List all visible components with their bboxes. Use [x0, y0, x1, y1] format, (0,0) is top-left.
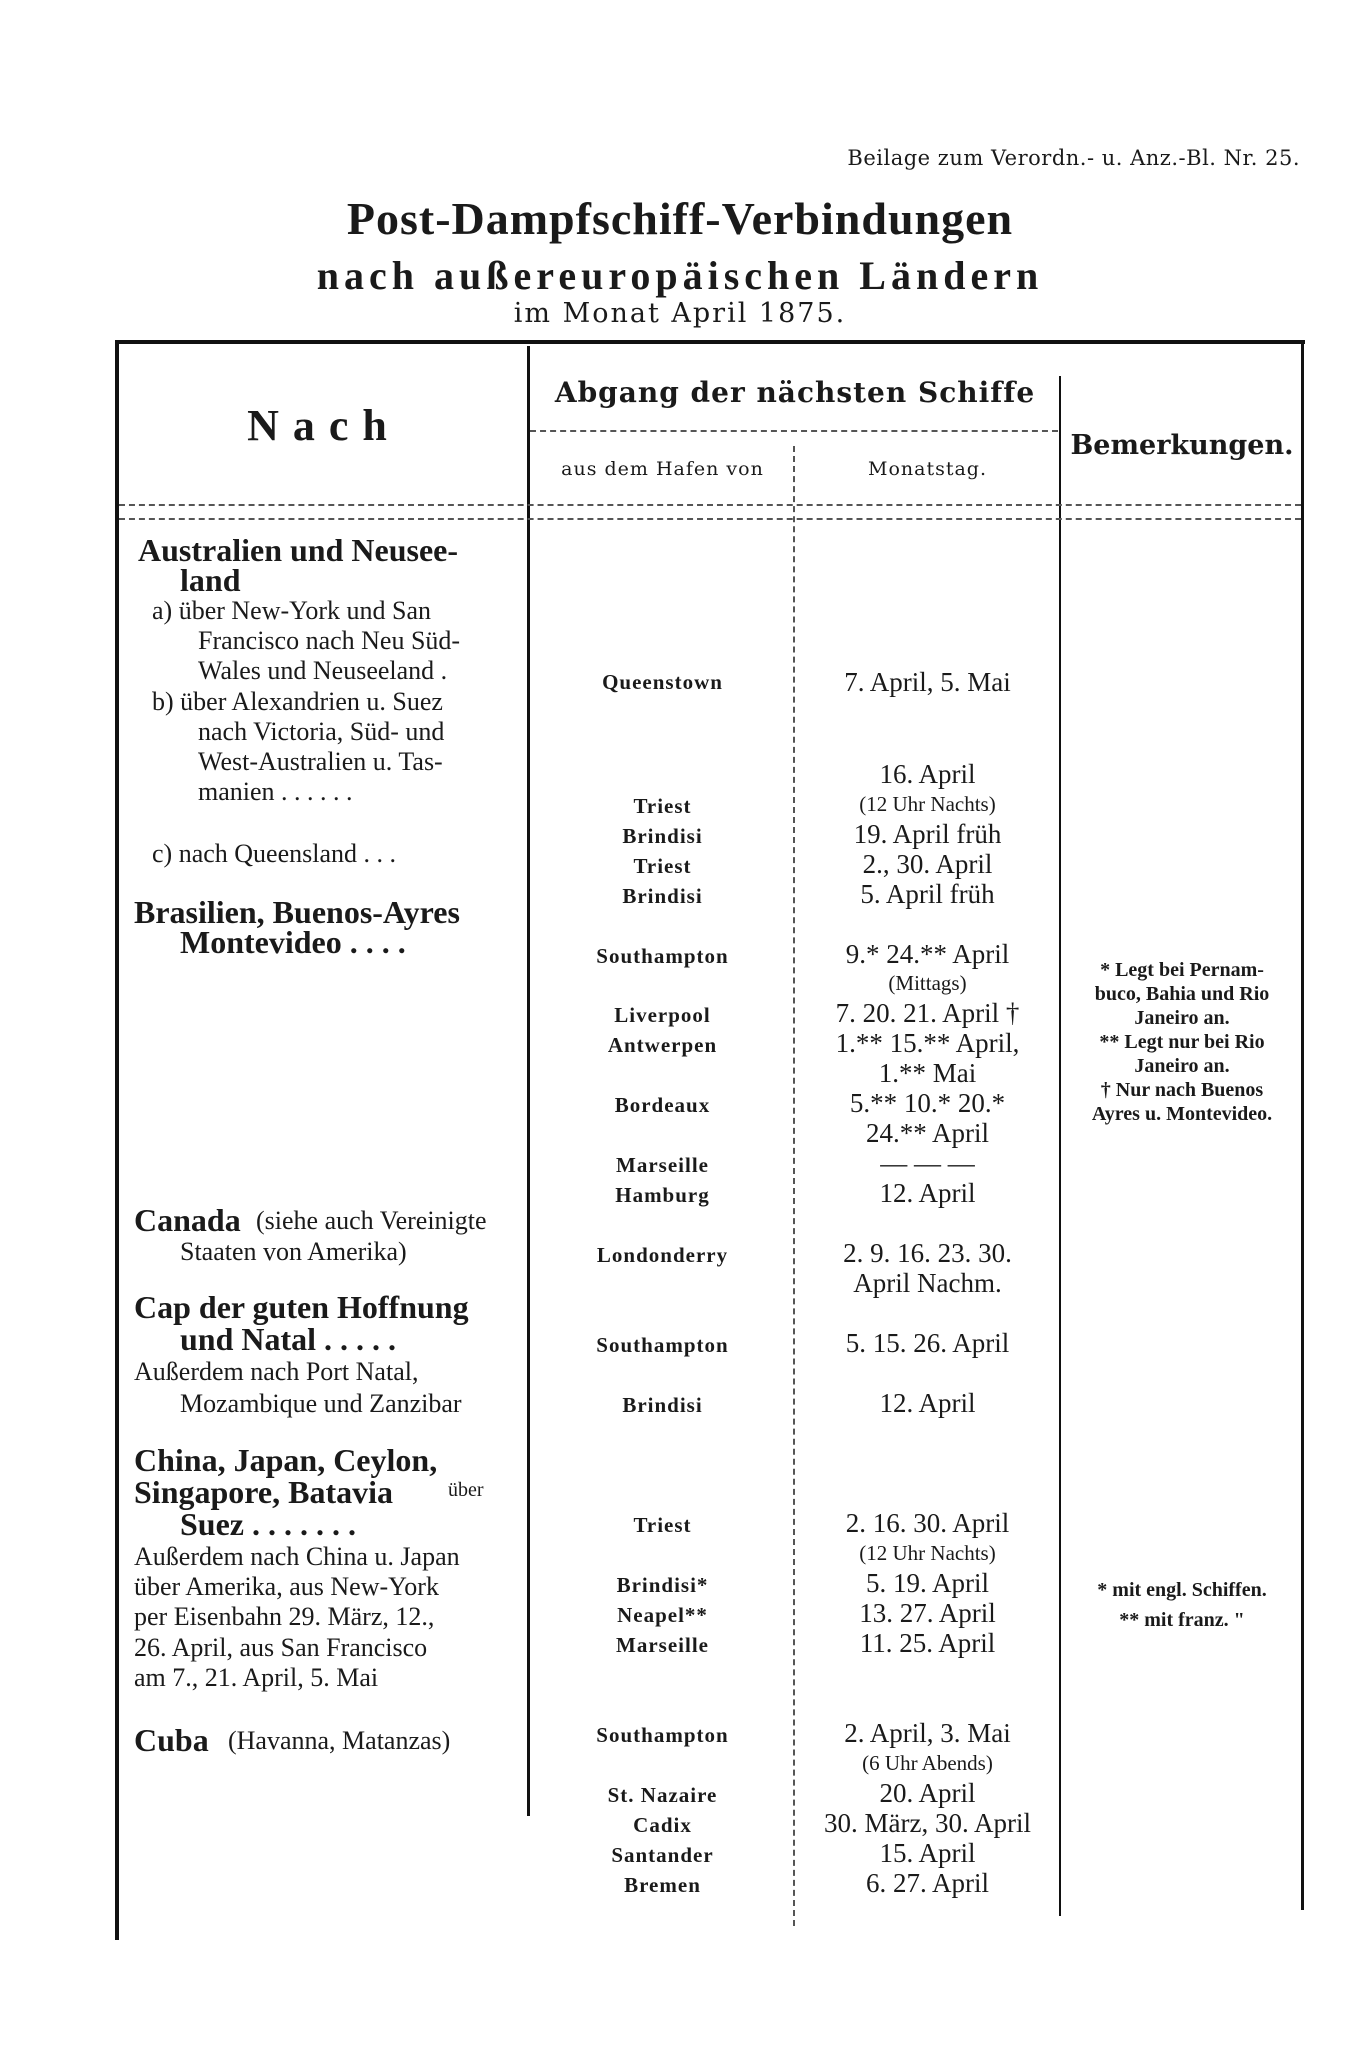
port: Triest — [633, 794, 692, 818]
column-header-nach: Nach — [247, 401, 401, 450]
route-text: (Havanna, Matanzas) — [228, 1726, 451, 1755]
remark: Ayres u. Montevideo. — [1091, 1103, 1273, 1125]
route-text: Außerdem nach China u. Japan — [134, 1542, 460, 1571]
remark: ** mit franz. " — [1119, 1609, 1245, 1631]
departure-dates: 5. April früh — [860, 879, 995, 909]
route-text: c) nach Queensland . . . — [152, 839, 397, 868]
route-text: Francisco nach Neu Süd- — [198, 626, 461, 655]
port: Antwerpen — [607, 1033, 718, 1057]
route-text: (siehe auch Vereinigte — [256, 1206, 487, 1235]
port: Triest — [633, 854, 692, 878]
destination-cap: Cap der guten Hoffnung — [134, 1289, 469, 1325]
departure-dates: 1.** 15.** April, — [835, 1028, 1020, 1058]
route-text: Mozambique und Zanzibar — [180, 1389, 462, 1418]
page-month: im Monat April 1875. — [513, 298, 847, 329]
departure-dates: 20. April — [879, 1778, 976, 1808]
destination-brazil-cont: Montevideo . . . . — [180, 924, 406, 960]
route-text: am 7., 21. April, 5. Mai — [134, 1663, 379, 1692]
col-divider-1 — [527, 346, 530, 1816]
page-subtitle: nach außereuropäischen Ländern — [316, 253, 1044, 298]
departure-dates: (12 Uhr Nachts) — [859, 792, 996, 816]
departure-dates: 12. April — [879, 1388, 976, 1418]
departure-dates: 24.** April — [865, 1118, 989, 1148]
departure-dates: 2., 30. April — [862, 849, 993, 879]
destination-china: China, Japan, Ceylon, — [134, 1442, 438, 1478]
port: Bremen — [624, 1873, 701, 1897]
departure-dates: 5.** 10.* 20.* — [849, 1088, 1006, 1118]
departure-dates: April Nachm. — [853, 1268, 1002, 1298]
destination-cuba: Cuba — [134, 1722, 209, 1758]
route-text: 26. April, aus San Francisco — [134, 1633, 428, 1662]
port: Marseille — [616, 1633, 709, 1657]
remark: ** Legt nur bei Rio — [1099, 1031, 1265, 1053]
port: Hamburg — [615, 1183, 710, 1207]
departure-dates: 2. April, 3. Mai — [844, 1718, 1011, 1748]
port: Santander — [611, 1843, 714, 1867]
remark: * mit engl. Schiffen. — [1097, 1579, 1267, 1601]
route-text: Außerdem nach Port Natal, — [134, 1357, 419, 1386]
route-text: über Amerika, aus New-York — [134, 1572, 439, 1601]
port: Neapel** — [617, 1603, 708, 1627]
supplement-reference: Beilage zum Verordn.- u. Anz.-Bl. Nr. 25. — [847, 146, 1300, 170]
departure-dates: 9.* 24.** April — [845, 939, 1010, 969]
departure-dates: 19. April früh — [853, 819, 1002, 849]
port: Brindisi — [622, 824, 703, 848]
port: Bordeaux — [614, 1093, 711, 1117]
destination-australia: Australien und Neusee- — [138, 532, 459, 568]
remark: buco, Bahia und Rio — [1094, 983, 1270, 1005]
page-title: Post-Dampfschiff-Verbindungen — [346, 193, 1014, 244]
route-text: nach Victoria, Süd- und — [198, 717, 445, 746]
departure-dates: 5. 15. 26. April — [845, 1328, 1010, 1358]
remark: † Nur nach Buenos — [1100, 1079, 1264, 1101]
column-header-monatstag: Monatstag. — [867, 458, 987, 480]
remark: Janeiro an. — [1134, 1007, 1230, 1029]
destination-china-cont: Singapore, Batavia — [134, 1474, 393, 1510]
departure-dates: 12. April — [879, 1178, 976, 1208]
destination-china-suez: Suez . . . . . . . — [180, 1506, 356, 1542]
departure-dates: 2. 16. 30. April — [845, 1508, 1010, 1538]
departure-dates: 13. 27. April — [859, 1598, 996, 1628]
departure-dates: 15. April — [879, 1838, 976, 1868]
route-text: Wales und Neuseeland . — [198, 656, 448, 685]
port: Londonderry — [596, 1243, 729, 1267]
departure-dates: 7. 20. 21. April † — [835, 998, 1020, 1028]
remark: Janeiro an. — [1134, 1055, 1230, 1077]
port: St. Nazaire — [607, 1783, 718, 1807]
remark: * Legt bei Pernam- — [1100, 959, 1264, 981]
departure-dates: 30. März, 30. April — [824, 1808, 1031, 1838]
destination-cap-cont: und Natal . . . . . — [180, 1321, 397, 1357]
column-header-hafen: aus dem Hafen von — [561, 458, 764, 480]
departure-dates: — — — — [880, 1148, 975, 1178]
departure-dates: (6 Uhr Abends) — [862, 1751, 993, 1775]
port: Triest — [633, 1513, 692, 1537]
departure-dates: 7. April, 5. Mai — [844, 667, 1011, 697]
departure-dates: 5. 19. April — [865, 1568, 989, 1598]
departure-dates: 16. April — [879, 759, 976, 789]
departure-dates: (Mittags) — [888, 971, 967, 995]
route-text: manien . . . . . . — [198, 777, 353, 806]
departure-dates: 2. 9. 16. 23. 30. — [843, 1238, 1012, 1268]
destination-brazil: Brasilien, Buenos-Ayres — [134, 894, 460, 930]
header-bottom-rule-2 — [119, 518, 1301, 520]
port: Southampton — [596, 1333, 729, 1357]
port: Southampton — [596, 1723, 729, 1747]
route-text: über — [448, 1479, 484, 1501]
port: Liverpool — [614, 1003, 711, 1027]
departure-dates: (12 Uhr Nachts) — [859, 1541, 996, 1565]
port: Brindisi — [622, 1393, 703, 1417]
column-header-bemerkungen: Bemerkungen. — [1070, 430, 1294, 461]
departure-dates: 1.** Mai — [878, 1058, 977, 1088]
destination-canada: Canada — [134, 1202, 241, 1238]
departure-dates: 6. 27. April — [865, 1868, 989, 1898]
header-subdivider — [530, 430, 1058, 432]
port: Marseille — [616, 1153, 709, 1177]
top-border — [115, 340, 1305, 344]
header-bottom-rule — [119, 504, 1301, 506]
departure-dates: 11. 25. April — [859, 1628, 996, 1658]
destination-australia-cont: land — [180, 562, 241, 598]
route-text: Staaten von Amerika) — [180, 1237, 407, 1266]
route-text: per Eisenbahn 29. März, 12., — [134, 1602, 435, 1631]
port: Southampton — [596, 944, 729, 968]
port: Brindisi — [622, 884, 703, 908]
column-header-abgang: Abgang der nächsten Schiffe — [554, 376, 1036, 409]
port: Queenstown — [602, 670, 723, 694]
route-text: b) über Alexandrien u. Suez — [152, 687, 443, 716]
route-text: a) über New-York und San — [152, 596, 431, 625]
port: Brindisi* — [616, 1573, 709, 1597]
left-border — [115, 340, 119, 1940]
route-text: West-Australien u. Tas- — [198, 747, 443, 776]
port: Cadix — [633, 1813, 692, 1837]
